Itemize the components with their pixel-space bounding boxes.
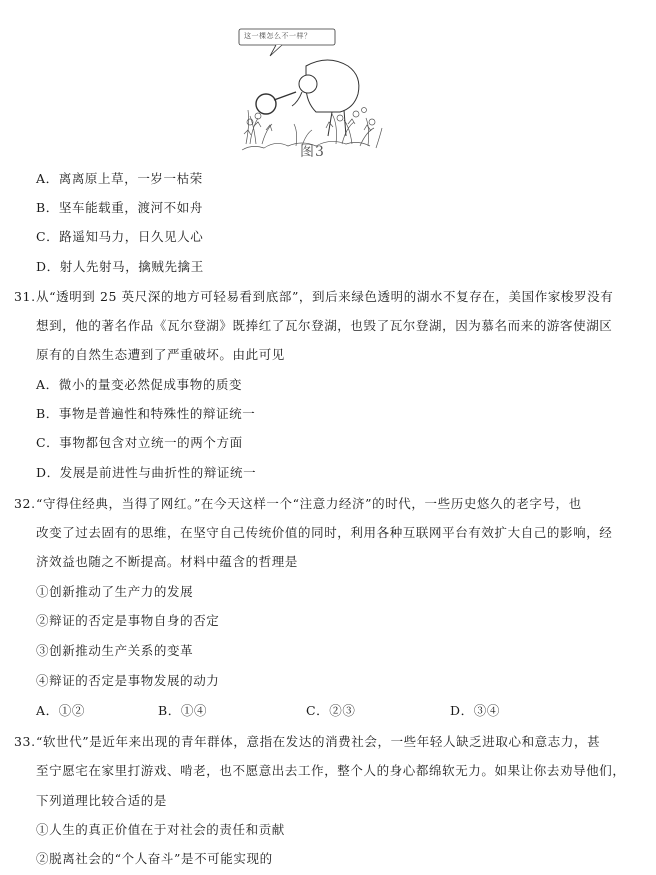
q31-number: 31.: [14, 289, 36, 304]
q31-line-2: 想到，他的著名作品《瓦尔登湖》既捧红了瓦尔登湖，也毁了瓦尔登湖，因为慕名而来的游客使湖区: [36, 318, 613, 333]
q32-choice-a: A．①②: [36, 703, 85, 718]
q32-choice-c: C．②③: [306, 703, 356, 718]
q31-option-d: D．发展是前进性与曲折性的辩证统一: [36, 465, 257, 480]
q32-choice-b: B．①④: [158, 703, 208, 718]
q33-number: 33.: [14, 734, 36, 749]
q31-option-c: C．事物都包含对立统一的两个方面: [36, 435, 243, 450]
q33-line-2: 至宁愿宅在家里打游戏、啃老，也不愿意出去工作，整个人的身心都绵软无力。如果让你去劝导他们，: [36, 763, 626, 778]
q32-statement-3: ③创新推动生产关系的变革: [36, 643, 194, 658]
q31-line-1: 从“透明到 25 英尺深的地方可轻易看到底部”，到后来绿色透明的湖水不复存在，美国作家梭罗没有: [36, 289, 614, 304]
q31-line-3: 原有的自然生态遭到了严重破坏。由此可见: [36, 347, 285, 362]
q32-line-2: 改变了过去固有的思维，在坚守自己传统价值的同时，利用各种互联网平台有效扩大自己的影响，经: [36, 525, 613, 540]
q31-option-b: B．事物是普遍性和特殊性的辩证统一: [36, 406, 256, 421]
q32-statement-1: ①创新推动了生产力的发展: [36, 584, 194, 599]
q32-choice-d: D．③④: [450, 703, 500, 718]
figure-caption: 图3: [300, 144, 325, 160]
q33-statement-1: ①人生的真正价值在于对社会的责任和贡献: [36, 822, 285, 837]
prev-option-c: C．路遥知马力，日久见人心: [36, 229, 204, 244]
prev-option-d: D．射人先射马，擒贼先擒王: [36, 259, 204, 274]
q33-line-3: 下列道理比较合适的是: [36, 793, 168, 808]
q32-statement-2: ②辩证的否定是事物自身的否定: [36, 613, 220, 628]
speech-bubble-text: 这一棵怎么不一样？: [244, 32, 312, 40]
q32-statement-4: ④辩证的否定是事物发展的动力: [36, 673, 220, 688]
prev-option-b: B．坚车能载重，渡河不如舟: [36, 200, 203, 215]
q33-statement-2: ②脱离社会的“个人奋斗”是不可能实现的: [36, 851, 273, 866]
person-icon: [292, 60, 359, 136]
q33-line-1: “软世代”是近年来出现的青年群体，意指在发达的消费社会，一些年轻人缺乏进取心和意志力，甚: [36, 734, 601, 749]
q32-number: 32.: [14, 496, 36, 511]
q32-line-3: 济效益也随之不断提高。材料中蕴含的哲理是: [36, 554, 299, 569]
prev-option-a: A．离离原上草，一岁一枯荣: [36, 171, 203, 186]
magnifying-glass-icon: [256, 92, 296, 114]
q32-line-1: “守得住经典，当得了网红。”在今天这样一个“注意力经济”的时代，一些历史悠久的老字号，也: [36, 496, 582, 511]
q31-option-a: A．微小的量变必然促成事物的质变: [36, 377, 243, 392]
